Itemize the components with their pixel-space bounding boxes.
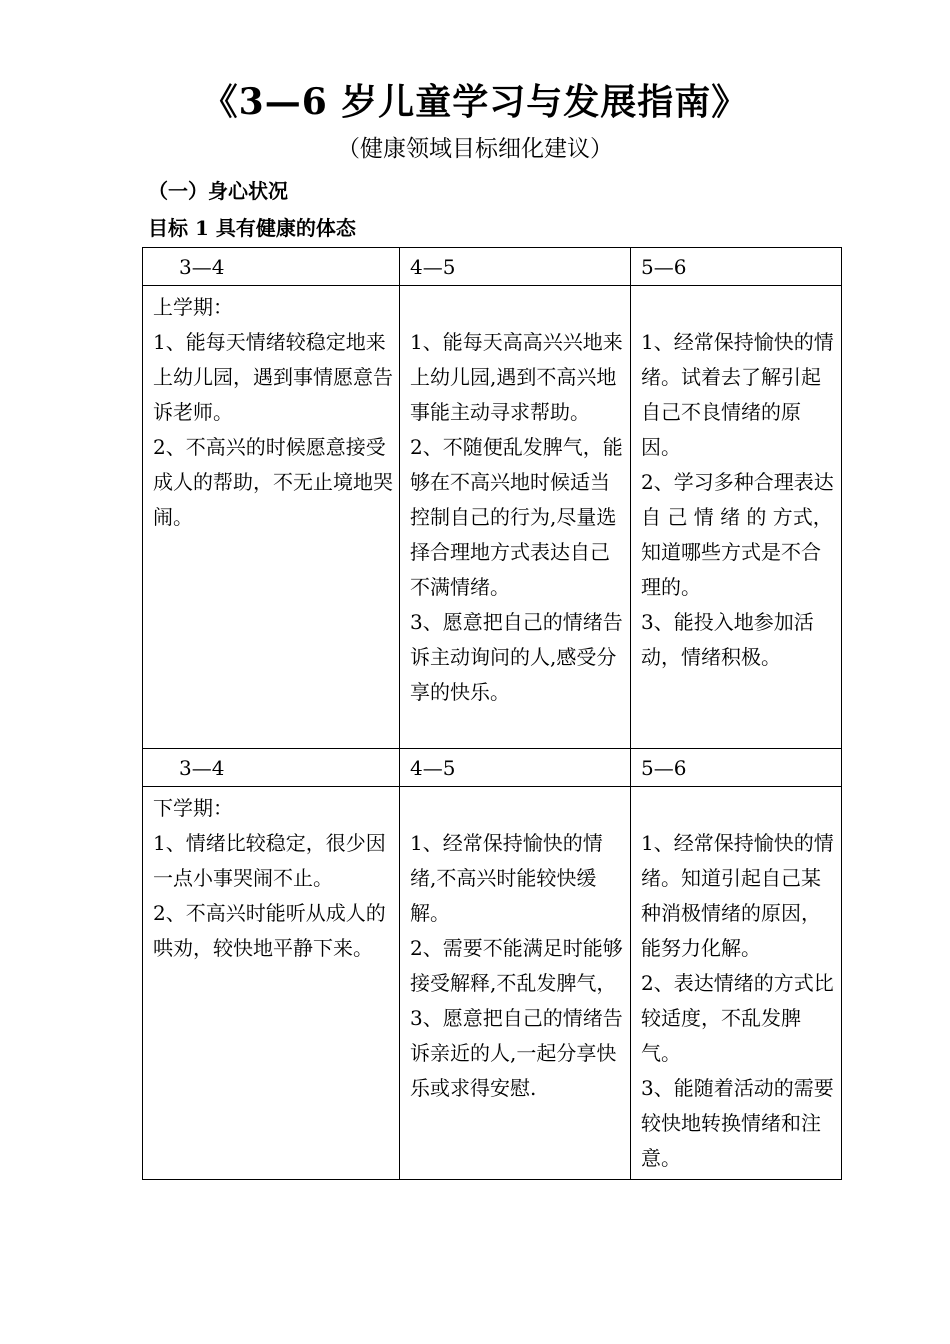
table-header-row-1 [143,248,842,286]
list-item: 1、经常保持愉快的情绪。知道引起自己某种消极情绪的原因，能努力化解。 [641,831,834,960]
table-row-second-term [143,787,842,1180]
list-item: 2、不高兴的时候愿意接受成人的帮助，不无止境地哭闹。 [153,435,393,529]
cell-first-term-5-6 [631,286,842,749]
list-item: 1、经常保持愉快的情绪,不高兴时能较快缓解。 [410,831,603,925]
term-label: 下学期： [153,796,233,820]
list-item: 1、情绪比较稳定，很少因一点小事哭闹不止。 [153,831,386,890]
cell-first-term-3-4 [143,286,400,749]
age-header-3-4: 3—4 [143,248,400,286]
cell-second-term-4-5 [400,787,631,1180]
section-heading: （一）身心状况 [148,179,288,203]
list-item: 1、经常保持愉快的情绪。试着去了解引起自己不良情绪的原因。 [641,330,834,459]
list-item: 1、能每天高高兴兴地来上幼儿园,遇到不高兴地事能主动寻求帮助。 [410,330,623,424]
list-item: 2、不高兴时能听从成人的哄劝，较快地平静下来。 [153,901,386,960]
document-title: 《3—6 岁儿童学习与发展指南》 [201,81,749,123]
document-subtitle: （健康领域目标细化建议） [337,136,613,162]
goal-heading: 目标 1 具有健康的体态 [148,216,356,240]
cell-second-term-3-4 [143,787,400,1180]
age-header-3-4: 3—4 [143,749,400,787]
guideline-table [142,247,842,1180]
age-header-4-5: 4—5 [400,749,631,787]
age-header-5-6: 5—6 [631,749,842,787]
list-item: 2、表达情绪的方式比较适度，不乱发脾气。 [641,971,834,1065]
table-row-first-term [143,286,842,749]
term-label: 上学期： [153,295,233,319]
table-header-row-2 [143,749,842,787]
list-item: 3、愿意把自己的情绪告诉主动询问的人,感受分享的快乐。 [410,610,623,704]
cell-second-term-5-6 [631,787,842,1180]
cell-first-term-4-5 [400,286,631,749]
list-item: 3、愿意把自己的情绪告诉亲近的人,一起分享快乐或求得安慰. [410,1006,623,1100]
list-item: 1、能每天情绪较稳定地来上幼儿园，遇到事情愿意告诉老师。 [153,330,393,424]
list-item: 3、能投入地参加活动，情绪积极。 [641,610,814,669]
list-item: 2、需要不能满足时能够接受解释,不乱发脾气， [410,936,623,995]
age-header-5-6: 5—6 [631,248,842,286]
list-item: 2、不随便乱发脾气，能够在不高兴地时候适当控制自己的行为,尽量选择合理地方式表达自己不满情绪。 [410,435,623,599]
list-item: 3、能随着活动的需要较快地转换情绪和注意。 [641,1076,834,1170]
age-header-4-5: 4—5 [400,248,631,286]
list-item: 2、学习多种合理表达 自 己 情 绪 的 方式，知道哪些方式是不合理的。 [641,470,834,599]
